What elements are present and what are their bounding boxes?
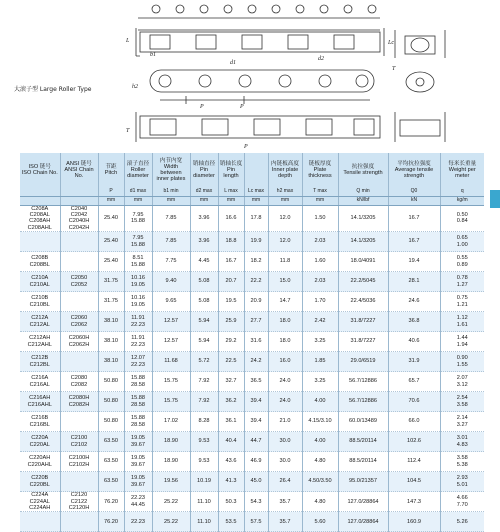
plate-depth-value: 30.0 xyxy=(268,452,302,472)
pin-length-value: 41.3 xyxy=(218,472,244,492)
pitch-value: 63.50 xyxy=(98,452,124,472)
column-symbol: Q0 xyxy=(388,187,440,196)
ansi-chain-no xyxy=(60,352,98,372)
column-symbol: Q min xyxy=(338,187,388,196)
inner-width-value: 7.85 xyxy=(152,205,190,232)
column-unit: mm xyxy=(218,196,244,205)
column-symbol: L max xyxy=(218,187,244,196)
column-header xyxy=(244,153,268,187)
column-unit: mm xyxy=(152,196,190,205)
pitch-value: 38.10 xyxy=(98,312,124,332)
table-row xyxy=(20,472,484,492)
tensile-strength-value: 31.8/7227 xyxy=(338,332,388,352)
roller-diameter-value: 11.91 22.23 xyxy=(124,332,152,352)
inner-width-value: 19.56 xyxy=(152,472,190,492)
iso-chain-no: C210B C210BL xyxy=(20,292,60,312)
tensile-strength-value: 56.7/12886 xyxy=(338,372,388,392)
svg-text:P: P xyxy=(200,104,204,110)
column-symbol: T max xyxy=(302,187,338,196)
iso-chain-no: C212A C212AL xyxy=(20,312,60,332)
pin-length-value: 18.8 xyxy=(218,232,244,252)
plate-depth-value: 35.7 xyxy=(268,512,302,532)
tensile-strength-value: 88.5/20114 xyxy=(338,432,388,452)
plate-thickness-value: 3.25 xyxy=(302,372,338,392)
plate-depth-value: 21.0 xyxy=(268,412,302,432)
table-row xyxy=(20,372,484,392)
weight-per-meter-value: 0.90 1.55 xyxy=(440,352,484,372)
table-row xyxy=(20,392,484,412)
column-unit: kg/m xyxy=(440,196,484,205)
pin-length-lc-value: 39.4 xyxy=(244,412,268,432)
inner-width-value: 18.90 xyxy=(152,432,190,452)
pin-length-value: 40.4 xyxy=(218,432,244,452)
column-header: ANSI 链号 ANSI Chain No. xyxy=(60,153,98,187)
pin-length-value: 16.6 xyxy=(218,205,244,232)
column-header: 平均抗拉强度 Average tensile strength xyxy=(388,153,440,187)
pitch-value: 38.10 xyxy=(98,332,124,352)
weight-per-meter-value: 3.01 4.83 xyxy=(440,432,484,452)
ansi-chain-no xyxy=(60,252,98,272)
pin-diameter-value: 9.53 xyxy=(190,432,218,452)
column-header: 每米长重量 Weight per meter xyxy=(440,153,484,187)
ansi-chain-no xyxy=(60,232,98,252)
tensile-strength-value: 22.4/5036 xyxy=(338,292,388,312)
pitch-value: 25.40 xyxy=(98,252,124,272)
column-unit xyxy=(20,196,60,205)
pin-length-lc-value: 27.7 xyxy=(244,312,268,332)
plate-thickness-value: 4.50/3.50 xyxy=(302,472,338,492)
svg-text:d1: d1 xyxy=(230,60,236,66)
plate-thickness-value: 4.80 xyxy=(302,492,338,512)
ansi-chain-no: C2080H C2082H xyxy=(60,392,98,412)
table-row xyxy=(20,292,484,312)
svg-text:P: P xyxy=(240,104,244,110)
inner-width-value: 18.90 xyxy=(152,452,190,472)
tensile-strength-value: 31.8/7227 xyxy=(338,312,388,332)
inner-width-value: 25.22 xyxy=(152,512,190,532)
chain-spec-table xyxy=(20,153,484,532)
pin-length-lc-value: 45.0 xyxy=(244,472,268,492)
avg-tensile-value: 16.7 xyxy=(388,205,440,232)
pitch-value: 76.20 xyxy=(98,512,124,532)
inner-width-value: 12.57 xyxy=(152,312,190,332)
roller-diameter-value: 19.05 39.67 xyxy=(124,432,152,452)
weight-per-meter-value: 1.44 1.94 xyxy=(440,332,484,352)
table-row xyxy=(20,432,484,452)
inner-width-value: 9.40 xyxy=(152,272,190,292)
tensile-strength-value: 56.7/12886 xyxy=(338,392,388,412)
weight-per-meter-value: 1.12 1.61 xyxy=(440,312,484,332)
column-header: 抗拉强度 Tensile strength xyxy=(338,153,388,187)
column-header: 销轴直径 Pin diameter xyxy=(190,153,218,187)
roller-diameter-value: 12.07 22.23 xyxy=(124,352,152,372)
roller-diameter-value: 15.88 28.58 xyxy=(124,412,152,432)
ansi-chain-no: C2060H C2062H xyxy=(60,332,98,352)
plate-thickness-value: 2.03 xyxy=(302,272,338,292)
tensile-strength-value: 22.2/5045 xyxy=(338,272,388,292)
iso-chain-no: C208A C208AL C208AH C208AHL xyxy=(20,205,60,232)
svg-text:b1: b1 xyxy=(150,52,156,58)
table-row xyxy=(20,412,484,432)
pitch-value: 38.10 xyxy=(98,352,124,372)
pin-length-lc-value: 44.7 xyxy=(244,432,268,452)
table-row xyxy=(20,232,484,252)
plate-depth-value: 16.0 xyxy=(268,352,302,372)
plate-depth-value: 24.0 xyxy=(268,392,302,412)
plate-thickness-value: 1.50 xyxy=(302,205,338,232)
svg-text:P: P xyxy=(244,144,248,150)
ansi-chain-no: C2050 C2052 xyxy=(60,272,98,292)
pitch-value: 25.40 xyxy=(98,232,124,252)
table-row xyxy=(20,452,484,472)
avg-tensile-value: 16.7 xyxy=(388,232,440,252)
weight-per-meter-value: 0.78 1.27 xyxy=(440,272,484,292)
table-row xyxy=(20,512,484,532)
pin-length-value: 32.7 xyxy=(218,372,244,392)
tensile-strength-value: 127.0/28864 xyxy=(338,492,388,512)
plate-thickness-value: 1.70 xyxy=(302,292,338,312)
plate-depth-value: 18.0 xyxy=(268,332,302,352)
iso-chain-no: C208B C208BL xyxy=(20,252,60,272)
diagram-caption: 大滚子型 Large Roller Type xyxy=(14,86,92,93)
pin-diameter-value: 9.53 xyxy=(190,452,218,472)
inner-width-value: 25.22 xyxy=(152,492,190,512)
pin-diameter-value: 8.28 xyxy=(190,412,218,432)
plate-depth-value: 15.0 xyxy=(268,272,302,292)
column-symbol xyxy=(60,187,98,196)
pin-length-value: 19.5 xyxy=(218,292,244,312)
iso-chain-no: C216A C216AL xyxy=(20,372,60,392)
pin-length-lc-value: 54.3 xyxy=(244,492,268,512)
svg-text:Lc: Lc xyxy=(388,40,394,46)
column-unit: mm xyxy=(268,196,302,205)
weight-per-meter-value: 3.58 5.38 xyxy=(440,452,484,472)
avg-tensile-value: 28.1 xyxy=(388,272,440,292)
ansi-chain-no: C2040 C2042 C2040H C2042H xyxy=(60,205,98,232)
column-unit xyxy=(60,196,98,205)
inner-width-value: 9.65 xyxy=(152,292,190,312)
iso-chain-no: C212AH C212AHL xyxy=(20,332,60,352)
pitch-value: 25.40 xyxy=(98,205,124,232)
avg-tensile-value: 112.4 xyxy=(388,452,440,472)
pin-length-lc-value: 18.2 xyxy=(244,252,268,272)
table-units-row xyxy=(20,196,484,205)
weight-per-meter-value: 0.75 1.21 xyxy=(440,292,484,312)
column-symbol: P xyxy=(98,187,124,196)
avg-tensile-value: 65.7 xyxy=(388,372,440,392)
avg-tensile-value: 24.6 xyxy=(388,292,440,312)
tensile-strength-value: 95.0/21357 xyxy=(338,472,388,492)
column-header: 节距 Pitch xyxy=(98,153,124,187)
column-unit: mm xyxy=(98,196,124,205)
pitch-value: 31.75 xyxy=(98,272,124,292)
iso-chain-no: C220A C220AL xyxy=(20,432,60,452)
inner-width-value: 15.75 xyxy=(152,392,190,412)
ansi-chain-no: C2080 C2082 xyxy=(60,372,98,392)
inner-width-value: 7.85 xyxy=(152,232,190,252)
chain-diagram xyxy=(0,0,500,152)
pin-length-value: 29.2 xyxy=(218,332,244,352)
tensile-strength-value: 14.1/3205 xyxy=(338,232,388,252)
column-unit: mm xyxy=(124,196,152,205)
weight-per-meter-value: 0.50 0.84 xyxy=(440,205,484,232)
pin-diameter-value: 11.10 xyxy=(190,512,218,532)
pin-length-lc-value: 36.5 xyxy=(244,372,268,392)
pitch-value: 63.50 xyxy=(98,432,124,452)
table-row xyxy=(20,492,484,512)
pin-diameter-value: 5.08 xyxy=(190,292,218,312)
table-row xyxy=(20,272,484,292)
column-header: 滚子直径 Roller diameter xyxy=(124,153,152,187)
plate-thickness-value: 4.00 xyxy=(302,392,338,412)
plate-depth-value: 35.7 xyxy=(268,492,302,512)
weight-per-meter-value: 2.54 3.58 xyxy=(440,392,484,412)
pin-length-value: 25.9 xyxy=(218,312,244,332)
roller-diameter-value: 11.91 22.23 xyxy=(124,312,152,332)
pin-length-lc-value: 31.6 xyxy=(244,332,268,352)
plate-depth-value: 18.0 xyxy=(268,312,302,332)
column-header: 销轴长度 Pin length xyxy=(218,153,244,187)
table-header-row xyxy=(20,153,484,187)
iso-chain-no: C210A C210AL xyxy=(20,272,60,292)
tensile-strength-value: 60.0/13489 xyxy=(338,412,388,432)
svg-text:L: L xyxy=(126,38,130,44)
avg-tensile-value: 40.6 xyxy=(388,332,440,352)
column-header: 内链板高度 Inner plate depth xyxy=(268,153,302,187)
plate-thickness-value: 4.00 xyxy=(302,432,338,452)
pin-diameter-value: 3.96 xyxy=(190,232,218,252)
column-header: ISO 链号 ISO Chain No. xyxy=(20,153,60,187)
inner-width-value: 11.68 xyxy=(152,352,190,372)
pin-length-value: 53.5 xyxy=(218,512,244,532)
iso-chain-no: C212B C212BL xyxy=(20,352,60,372)
pin-length-lc-value: 19.9 xyxy=(244,232,268,252)
column-unit: mm xyxy=(190,196,218,205)
column-header: 内节内宽 Width between inner plates xyxy=(152,153,190,187)
pin-length-lc-value: 22.2 xyxy=(244,272,268,292)
plate-depth-value: 30.0 xyxy=(268,432,302,452)
avg-tensile-value: 104.5 xyxy=(388,472,440,492)
ansi-chain-no: C2100 C2102 xyxy=(60,432,98,452)
pin-length-value: 36.1 xyxy=(218,412,244,432)
plate-depth-value: 12.0 xyxy=(268,205,302,232)
column-unit: mm xyxy=(302,196,338,205)
svg-text:h2: h2 xyxy=(132,84,138,90)
ansi-chain-no: C2060 C2062 xyxy=(60,312,98,332)
pin-diameter-value: 11.10 xyxy=(190,492,218,512)
tensile-strength-value: 18.0/4091 xyxy=(338,252,388,272)
plate-thickness-value: 4.80 xyxy=(302,452,338,472)
iso-chain-no: C224A C224AL C224AH xyxy=(20,492,60,512)
iso-chain-no xyxy=(20,512,60,532)
pin-length-lc-value: 39.4 xyxy=(244,392,268,412)
avg-tensile-value: 102.6 xyxy=(388,432,440,452)
plate-depth-value: 11.8 xyxy=(268,252,302,272)
pin-diameter-value: 4.45 xyxy=(190,252,218,272)
column-symbol: Lc max xyxy=(244,187,268,196)
ansi-chain-no xyxy=(60,292,98,312)
roller-diameter-value: 10.16 19.05 xyxy=(124,292,152,312)
svg-text:d2: d2 xyxy=(318,56,324,62)
tensile-strength-value: 14.1/3205 xyxy=(338,205,388,232)
pin-length-lc-value: 46.9 xyxy=(244,452,268,472)
avg-tensile-value: 19.4 xyxy=(388,252,440,272)
table-row xyxy=(20,205,484,232)
pin-length-lc-value: 24.2 xyxy=(244,352,268,372)
roller-diameter-value: 19.05 39.67 xyxy=(124,452,152,472)
ansi-chain-no xyxy=(60,412,98,432)
svg-text:T: T xyxy=(126,128,130,134)
ansi-chain-no xyxy=(60,472,98,492)
ansi-chain-no xyxy=(60,512,98,532)
pin-length-lc-value: 17.8 xyxy=(244,205,268,232)
svg-text:T: T xyxy=(392,66,396,72)
section-tab-marker xyxy=(490,190,500,208)
pitch-value: 50.80 xyxy=(98,412,124,432)
pin-diameter-value: 7.92 xyxy=(190,392,218,412)
pitch-value: 50.80 xyxy=(98,372,124,392)
iso-chain-no: C216AH C216AHL xyxy=(20,392,60,412)
pin-length-value: 43.6 xyxy=(218,452,244,472)
column-symbol: b1 min xyxy=(152,187,190,196)
plate-depth-value: 26.4 xyxy=(268,472,302,492)
plate-thickness-value: 2.03 xyxy=(302,232,338,252)
pin-diameter-value: 5.94 xyxy=(190,312,218,332)
weight-per-meter-value: 0.65 1.00 xyxy=(440,232,484,252)
plate-thickness-value: 2.42 xyxy=(302,312,338,332)
avg-tensile-value: 66.0 xyxy=(388,412,440,432)
table-body xyxy=(20,205,484,532)
column-header: 链板厚度 Plate thickness xyxy=(302,153,338,187)
inner-width-value: 15.75 xyxy=(152,372,190,392)
avg-tensile-value: 31.9 xyxy=(388,352,440,372)
roller-diameter-value: 7.95 15.88 xyxy=(124,232,152,252)
roller-diameter-value: 7.95 15.88 xyxy=(124,205,152,232)
roller-diameter-value: 15.88 28.58 xyxy=(124,372,152,392)
table-symbol-row xyxy=(20,187,484,196)
column-symbol xyxy=(20,187,60,196)
pin-length-lc-value: 20.9 xyxy=(244,292,268,312)
avg-tensile-value: 147.3 xyxy=(388,492,440,512)
roller-diameter-value: 19.05 39.67 xyxy=(124,472,152,492)
weight-per-meter-value: 2.07 3.12 xyxy=(440,372,484,392)
roller-diameter-value: 8.51 15.88 xyxy=(124,252,152,272)
avg-tensile-value: 160.9 xyxy=(388,512,440,532)
weight-per-meter-value: 4.66 7.70 xyxy=(440,492,484,512)
inner-width-value: 7.75 xyxy=(152,252,190,272)
table-row xyxy=(20,312,484,332)
table-row xyxy=(20,352,484,372)
pin-length-value: 36.2 xyxy=(218,392,244,412)
avg-tensile-value: 70.6 xyxy=(388,392,440,412)
plate-thickness-value: 3.25 xyxy=(302,332,338,352)
pin-diameter-value: 5.08 xyxy=(190,272,218,292)
pitch-value: 63.50 xyxy=(98,472,124,492)
inner-width-value: 12.57 xyxy=(152,332,190,352)
plate-thickness-value: 1.85 xyxy=(302,352,338,372)
pin-diameter-value: 5.94 xyxy=(190,332,218,352)
plate-depth-value: 12.0 xyxy=(268,232,302,252)
column-unit: mm xyxy=(244,196,268,205)
pin-length-lc-value: 57.5 xyxy=(244,512,268,532)
tensile-strength-value: 29.0/6519 xyxy=(338,352,388,372)
roller-diameter-value: 10.16 19.05 xyxy=(124,272,152,292)
column-unit: kN/lbf xyxy=(338,196,388,205)
tensile-strength-value: 127.0/28864 xyxy=(338,512,388,532)
table-row xyxy=(20,332,484,352)
pitch-value: 31.75 xyxy=(98,292,124,312)
pin-length-value: 50.3 xyxy=(218,492,244,512)
iso-chain-no: C220B C220BL xyxy=(20,472,60,492)
pin-length-value: 22.5 xyxy=(218,352,244,372)
column-symbol: q xyxy=(440,187,484,196)
weight-per-meter-value: 2.14 3.27 xyxy=(440,412,484,432)
column-symbol: d2 max xyxy=(190,187,218,196)
ansi-chain-no: C2100H C2102H xyxy=(60,452,98,472)
iso-chain-no xyxy=(20,232,60,252)
pin-diameter-value: 10.19 xyxy=(190,472,218,492)
pin-diameter-value: 7.92 xyxy=(190,372,218,392)
column-symbol: d1 max xyxy=(124,187,152,196)
plate-depth-value: 14.7 xyxy=(268,292,302,312)
weight-per-meter-value: 0.55 0.89 xyxy=(440,252,484,272)
pin-diameter-value: 3.96 xyxy=(190,205,218,232)
table-row xyxy=(20,252,484,272)
pitch-value: 76.20 xyxy=(98,492,124,512)
pitch-value: 50.80 xyxy=(98,392,124,412)
roller-diameter-value: 15.88 28.58 xyxy=(124,392,152,412)
column-symbol: h2 max xyxy=(268,187,302,196)
pin-diameter-value: 5.72 xyxy=(190,352,218,372)
roller-diameter-value: 22.23 xyxy=(124,512,152,532)
column-unit: kN xyxy=(388,196,440,205)
weight-per-meter-value: 2.93 5.01 xyxy=(440,472,484,492)
tensile-strength-value: 88.5/20114 xyxy=(338,452,388,472)
plate-depth-value: 24.0 xyxy=(268,372,302,392)
iso-chain-no: C220AH C220AHL xyxy=(20,452,60,472)
iso-chain-no: C216B C216BL xyxy=(20,412,60,432)
inner-width-value: 17.02 xyxy=(152,412,190,432)
roller-diameter-value: 22.23 44.45 xyxy=(124,492,152,512)
plate-thickness-value: 4.15/3.10 xyxy=(302,412,338,432)
ansi-chain-no: C2120 C2122 C2120H xyxy=(60,492,98,512)
plate-thickness-value: 5.60 xyxy=(302,512,338,532)
plate-thickness-value: 1.60 xyxy=(302,252,338,272)
weight-per-meter-value: 5.26 xyxy=(440,512,484,532)
pin-length-value: 16.7 xyxy=(218,252,244,272)
pin-length-value: 20.7 xyxy=(218,272,244,292)
avg-tensile-value: 36.8 xyxy=(388,312,440,332)
